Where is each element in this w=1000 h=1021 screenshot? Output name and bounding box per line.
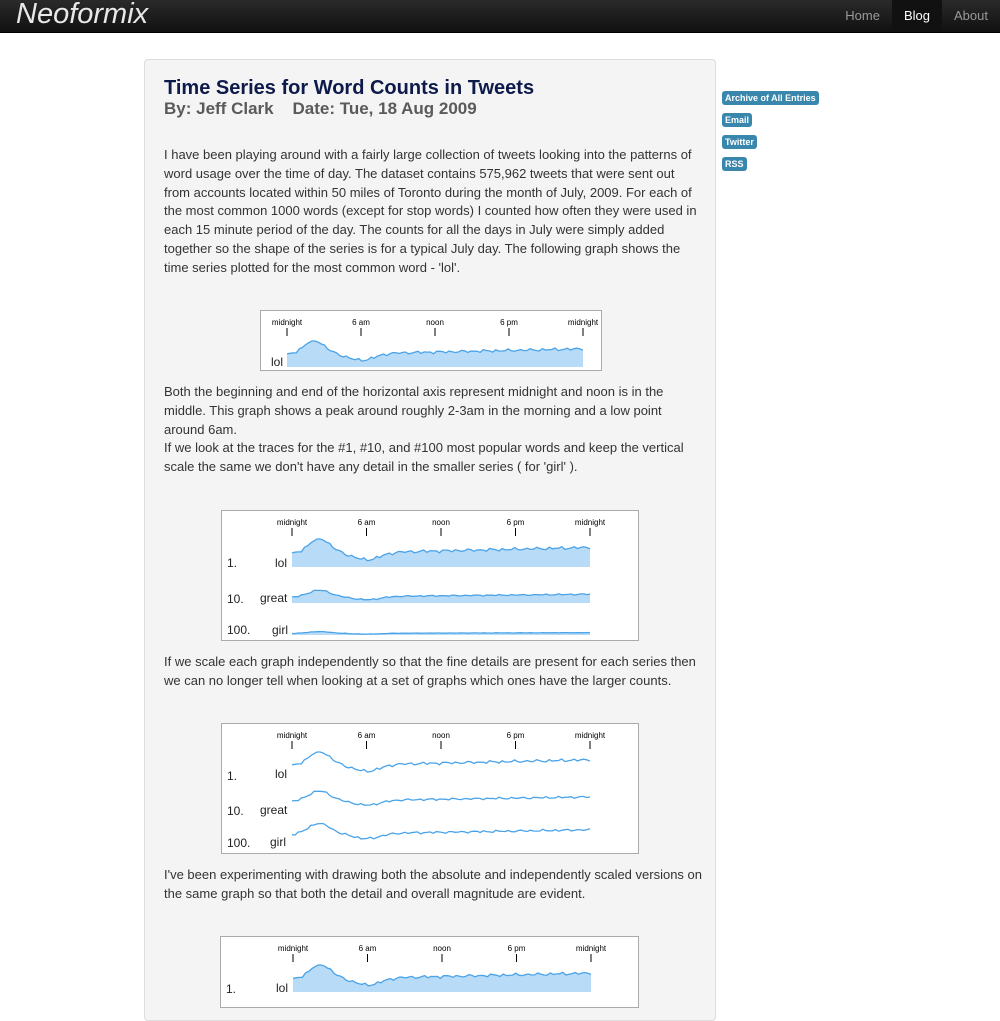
time-tick-label: midnight	[567, 318, 599, 327]
sidebar-link-archive[interactable]: Archive of All Entries	[722, 91, 819, 105]
rank-label-10: 10.	[227, 592, 244, 606]
figure-lol-chart	[261, 311, 601, 370]
rank-label-10: 10.	[227, 804, 244, 818]
time-tick-label: midnight	[574, 518, 606, 527]
figure-same-scale	[221, 510, 639, 641]
top-navbar	[0, 0, 1000, 33]
rank-label-100: 100.	[227, 623, 251, 637]
time-tick-label: 6 pm	[506, 731, 525, 740]
rank-label-1: 1.	[227, 556, 238, 570]
time-tick-label: 6 pm	[506, 518, 525, 527]
time-tick-label: midnight	[276, 518, 308, 527]
great-series-line	[292, 791, 590, 805]
lol-series-area	[287, 341, 583, 367]
time-tick-label: 6 am	[358, 944, 377, 953]
paragraph-combined: I've been experimenting with drawing both the absolute and independently scaled versions on the same graph so that both the detail and overall magnitude are evident.	[164, 867, 703, 901]
paragraph-axis: Both the beginning and end of the horizontal axis represent midnight and noon is in the middle. This graph shows a peak around roughly 2-3am in the morning and a low point around 6am.	[164, 384, 664, 437]
nav-about[interactable]: About	[954, 8, 988, 23]
time-tick-label: 6 am	[352, 318, 370, 327]
nav-home[interactable]: Home	[845, 8, 880, 23]
time-tick-label: noon	[426, 318, 444, 327]
word-label-lol: lol	[271, 355, 284, 369]
time-tick-label: noon	[432, 518, 450, 527]
rank-label-1: 1.	[227, 769, 238, 783]
word-label-girl: girl	[270, 835, 287, 849]
sidebar-link-email[interactable]: Email	[722, 113, 752, 127]
time-tick-label: midnight	[276, 731, 308, 740]
time-tick-label: midnight	[277, 944, 309, 953]
sidebar	[722, 91, 819, 179]
time-tick-label: midnight	[575, 944, 607, 953]
word-label-great: great	[260, 803, 288, 817]
paragraph-same-scale: If we look at the traces for the #1, #10, and #100 most popular words and keep the vertical scale the same we don't have any detail in the smaller series ( for 'girl' ).	[164, 440, 684, 474]
word-label-lol: lol	[275, 767, 288, 781]
figure-lol	[260, 310, 602, 371]
lol-series-area	[293, 965, 591, 992]
time-tick-label: noon	[432, 731, 450, 740]
nav-blog[interactable]: Blog	[892, 0, 942, 32]
word-label-lol: lol	[275, 556, 288, 570]
great-series-area	[292, 590, 590, 603]
sidebar-link-twitter[interactable]: Twitter	[722, 135, 757, 149]
paragraph-independent: If we scale each graph independently so that the fine details are present for each series then we can no longer tell when looking at a set of graphs which ones have the larger counts.	[164, 654, 696, 688]
time-tick-label: 6 pm	[500, 318, 518, 327]
time-tick-label: 6 am	[357, 731, 376, 740]
word-label-great: great	[260, 591, 288, 605]
time-tick-label: midnight	[574, 731, 606, 740]
time-tick-label: noon	[433, 944, 451, 953]
rank-label-1: 1.	[226, 982, 237, 996]
word-label-girl: girl	[272, 623, 289, 637]
word-label-lol: lol	[276, 981, 289, 995]
post-title: Time Series for Word Counts in Tweets	[164, 77, 535, 99]
figure-combined-chart	[221, 937, 638, 1007]
main-nav	[833, 0, 1000, 32]
post-byline: By: Jeff Clark Date: Tue, 18 Aug 2009	[164, 99, 477, 118]
lol-series-line	[292, 752, 590, 772]
paragraph-intro: I have been playing around with a fairly large collection of tweets looking into the patterns of word usage over the time of day. The dataset contains 575,962 tweets that were sent out from accounts located within 50 miles of Toronto during the month of July, 2009. For each of the most common 1000 words (except for stop words) I counted how often they were used in each 15 minute period of the day. The counts for all the days in July were simply added together so the shape of the series is for a typical July day. The following graph shows the time series plotted for the most common word - 'lol'.	[164, 147, 697, 275]
rank-label-100: 100.	[227, 836, 251, 850]
time-tick-label: 6 pm	[507, 944, 526, 953]
figure-independent-scale	[221, 723, 639, 854]
lol-series-area	[292, 539, 590, 567]
post-panel	[144, 59, 716, 1021]
girl-series-line	[292, 824, 590, 839]
brand-logo[interactable]: Neoformix	[16, 0, 149, 30]
time-tick-label: 6 am	[357, 518, 376, 527]
figure-same-scale-chart	[222, 511, 638, 640]
figure-combined	[220, 936, 639, 1008]
figure-independent-chart	[222, 724, 638, 853]
sidebar-link-rss[interactable]: RSS	[722, 157, 747, 171]
time-tick-label: midnight	[271, 318, 303, 327]
